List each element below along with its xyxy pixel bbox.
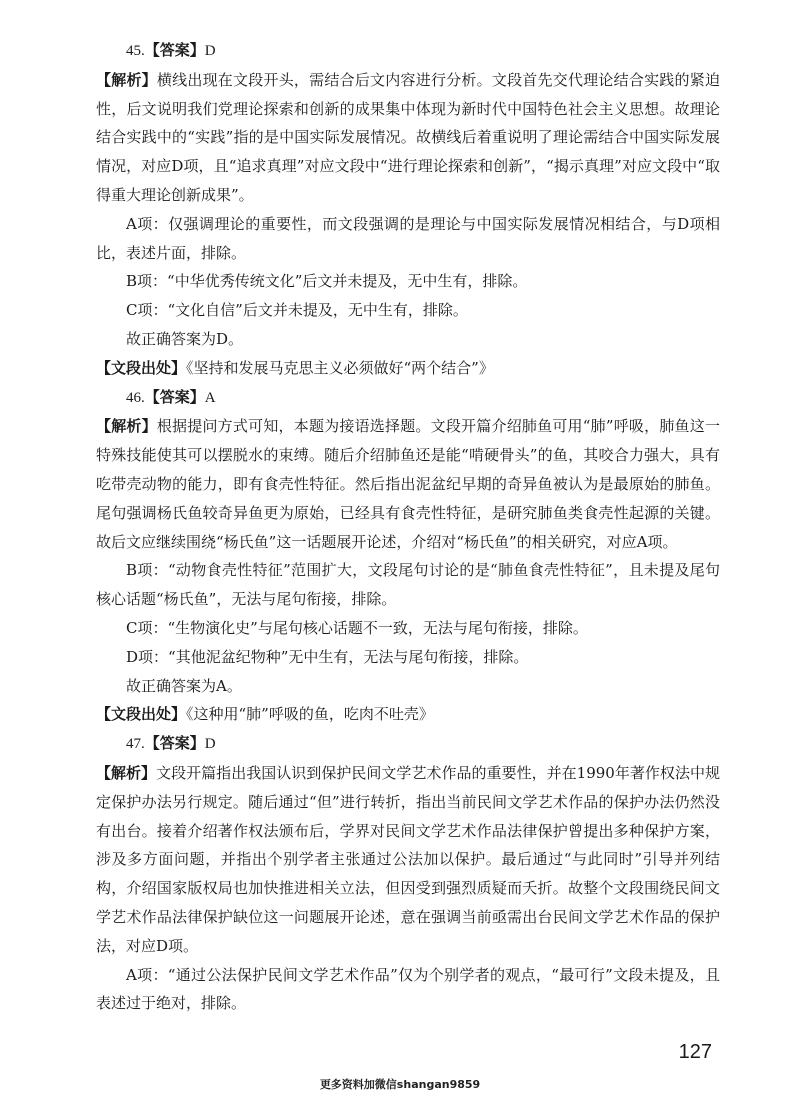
source-text: 《这种用“肺”呼吸的鱼，吃肉不吐壳》 (186, 705, 434, 724)
analysis-tag: 【解析】 (96, 763, 157, 782)
analysis-tag: 【解析】 (96, 70, 157, 89)
conclusion-line: 故正确答案为A。 (126, 676, 242, 695)
option-analysis: B项：“中华优秀传统文化”后文并未提及，无中生有，排除。 (126, 272, 528, 291)
option-analysis: C项：“生物演化史”与尾句核心话题不一致，无法与尾句衔接，排除。 (126, 618, 588, 637)
analysis-paragraph (96, 759, 720, 961)
analysis-tag: 【解析】 (96, 417, 157, 436)
option-analysis: A项：“通过公法保护民间文学艺术作品”仅为个别学者的观点，“最可行”文段未提及，且表述过于绝对，排除。 (96, 965, 720, 1013)
source-tag: 【文段出处】 (96, 358, 187, 377)
option-analysis: C项：“文化自信”后文并未提及，无中生有，排除。 (126, 301, 468, 320)
source-text: 《坚持和发展马克思主义必须做好“两个结合”》 (186, 358, 494, 377)
source-paragraph (96, 700, 720, 729)
analysis-text: 横线出现在文段开头，需结合后文内容进行分析。文段首先交代理论结合实践的紧迫性，后文说明我们党理论探索和创新的成果集中体现为新时代中国特色社会主义思想。故理论结合实践中的“实践”指的是中国实际发展情况。故横线后着重说明了理论需结合中国实际发展情况，对应D项，且“追求真理”对应文段中“进行理论探索和创新”，“揭示真理”对应文段中“取得重大理论创新成果”。 (96, 70, 720, 204)
answer-line-47 (96, 729, 720, 759)
analysis-text: 文段开篇指出我国认识到保护民间文学艺术作品的重要性，并在1990年著作权法中规定保护办法另行规定。随后通过“但”进行转折，指出当前民间文学艺术作品的保护办法仍然没有出台。接着介绍著作权法颁布后，学界对民间文学艺术作品法律保护曾提出多种保护方案，涉及多方面问题，并指出个别学者主张通过公法加以保护。最后通过“与此同时”引导并列结构，介绍国家版权局也加快推进相关立法，但因受到强烈质疑而夭折。故整个文段围绕民间文学艺术作品法律保护缺位这一问题展开论述，意在强调当前亟需出台民间文学艺术作品的保护法，对应D项。 (96, 763, 720, 955)
answer-tag: 【答案】 (144, 734, 205, 753)
source-tag: 【文段出处】 (96, 705, 187, 724)
answer-value: D (204, 736, 216, 753)
answer-line-46 (96, 383, 720, 413)
answer-value: D (204, 43, 216, 59)
document-body (96, 36, 720, 1018)
analysis-text: 根据提问方式可知，本题为接语选择题。文段开篇介绍肺鱼可用“肺”呼吸，肺鱼这一特殊技能使其可以摆脱水的束缚。随后介绍肺鱼还是能“啃硬骨头”的鱼，其咬合力强大，具有吃带壳动物的能力，即有食壳性特征。然后指出泥盆纪早期的奇异鱼被认为是最原始的肺鱼。尾句强调杨氏鱼较奇异鱼更为原始，已经具有食壳性特征，是研究肺鱼类食壳性起源的关键。故后文应继续围绕“杨氏鱼”这一话题展开论述，介绍对“杨氏鱼”的相关研究，对应A项。 (96, 417, 720, 551)
footer-note: 更多资料加微信shangan9859 (319, 1078, 481, 1091)
page-number: 127 (678, 1041, 712, 1063)
answer-tag: 【答案】 (144, 41, 205, 59)
answer-value: A (204, 389, 216, 406)
question-number: 45. (126, 43, 145, 59)
question-number: 47. (126, 736, 145, 753)
analysis-paragraph (96, 66, 720, 210)
option-analysis: B项：“动物食壳性特征”范围扩大，文段尾句讨论的是“肺鱼食壳性特征”，且未提及尾句核心话题“杨氏鱼”，无法与尾句衔接，排除。 (96, 561, 720, 609)
option-analysis: D项：“其他泥盆纪物种”无中生有，无法与尾句衔接，排除。 (126, 647, 529, 666)
answer-tag: 【答案】 (144, 387, 205, 406)
source-paragraph (96, 354, 720, 383)
analysis-paragraph (96, 412, 720, 556)
question-number: 46. (126, 389, 145, 406)
answer-line-45 (96, 36, 720, 66)
option-analysis: A项：仅强调理论的重要性，而文段强调的是理论与中国实际发展情况相结合，与D项相比，表述片面，排除。 (96, 214, 720, 262)
conclusion-line: 故正确答案为D。 (126, 329, 244, 348)
